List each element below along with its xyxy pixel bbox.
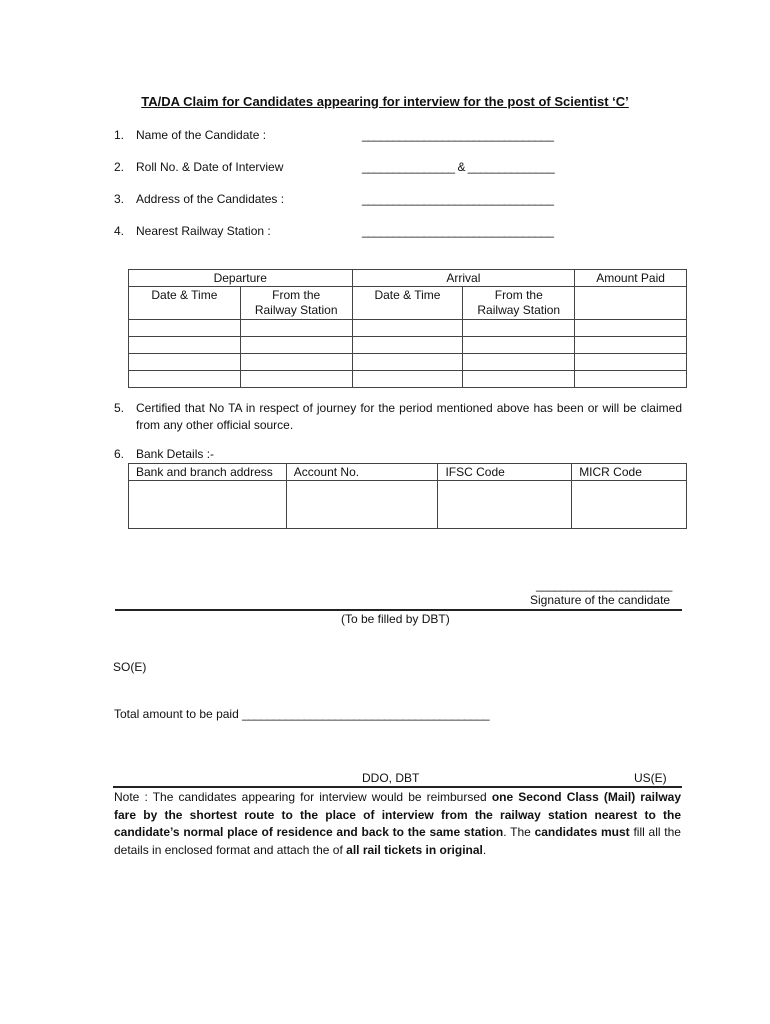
bank-address-cell[interactable]	[129, 481, 287, 529]
dbt-label: (To be filled by DBT)	[341, 612, 450, 626]
item-label: Name of the Candidate :	[136, 128, 267, 142]
micr-cell[interactable]	[572, 481, 687, 529]
item-label: Address of the Candidates :	[136, 192, 285, 206]
bank-address-header: Bank and branch address	[129, 464, 287, 481]
item-bank-details	[114, 447, 214, 461]
table-cell[interactable]	[575, 320, 687, 337]
departure-header: Departure	[129, 270, 353, 287]
account-no-header: Account No.	[286, 464, 438, 481]
ifsc-cell[interactable]	[438, 481, 572, 529]
item-railway-station	[114, 224, 271, 238]
table-cell[interactable]	[129, 337, 241, 354]
item-label: Nearest Railway Station :	[136, 224, 271, 238]
arrival-header: Arrival	[352, 270, 575, 287]
table-cell[interactable]	[240, 320, 352, 337]
table-row	[129, 354, 687, 371]
item-number: 3.	[114, 192, 125, 206]
item-address	[114, 192, 284, 206]
arrival-date-time-header: Date & Time	[352, 287, 463, 320]
item-number: 2.	[114, 160, 125, 174]
amount-paid-header: Amount Paid	[575, 270, 687, 287]
divider	[115, 609, 682, 611]
bank-details-table	[128, 463, 687, 529]
account-no-cell[interactable]	[286, 481, 438, 529]
total-amount-field[interactable]: ________________________________________	[242, 707, 490, 721]
table-cell[interactable]	[352, 371, 463, 388]
table-cell[interactable]	[352, 320, 463, 337]
table-cell[interactable]	[463, 337, 575, 354]
divider	[113, 786, 682, 788]
micr-header: MICR Code	[572, 464, 687, 481]
item-number: 1.	[114, 128, 125, 142]
table-cell[interactable]	[352, 337, 463, 354]
roll-no-date-field[interactable]: _______________ & ______________	[362, 160, 555, 174]
table-cell[interactable]	[240, 371, 352, 388]
item-roll-no	[114, 160, 283, 174]
journey-table	[128, 269, 687, 388]
table-cell[interactable]	[463, 371, 575, 388]
ddo-label: DDO, DBT	[362, 771, 420, 785]
table-cell[interactable]	[240, 354, 352, 371]
table-cell[interactable]	[575, 337, 687, 354]
item-label: Roll No. & Date of Interview	[136, 160, 284, 174]
table-row	[129, 371, 687, 388]
table-cell[interactable]	[129, 354, 241, 371]
certification-text: Certified that No TA in respect of journey for the period mentioned above has been or will be claimed from any other official source.	[136, 401, 682, 432]
ifsc-header: IFSC Code	[438, 464, 572, 481]
item-number: 6.	[114, 447, 125, 461]
signature-label: Signature of the candidate	[530, 593, 671, 607]
signature-line[interactable]: ______________________	[536, 578, 672, 592]
so-label: SO(E)	[113, 660, 147, 674]
departure-date-time-header: Date & Time	[129, 287, 241, 320]
item-candidate-name	[114, 128, 266, 142]
candidate-name-field[interactable]: _______________________________	[362, 128, 554, 142]
amount-paid-subheader	[575, 287, 687, 320]
form-title: TA/DA Claim for Candidates appearing for interview for the post of Scientist ‘C’	[141, 94, 629, 109]
total-amount-row	[114, 707, 489, 721]
item-number: 5.	[114, 401, 125, 415]
departure-station-header: From the Railway Station	[240, 287, 352, 320]
arrival-station-header: From the Railway Station	[463, 287, 575, 320]
table-row	[129, 320, 687, 337]
table-cell[interactable]	[352, 354, 463, 371]
total-amount-label: Total amount to be paid	[114, 707, 239, 721]
note-paragraph: Note : The candidates appearing for interview would be reimbursed one Second Class (Mail) railway fare by the shortest route to the place of interview from the railway station nearest to the candidate’s normal place of residence and back to the same station. The candidates must fill all the details in enclosed format and attach the of all rail tickets in original.	[114, 790, 681, 857]
table-cell[interactable]	[240, 337, 352, 354]
table-cell[interactable]	[575, 371, 687, 388]
item-label: Bank Details :-	[136, 447, 215, 461]
table-row	[129, 481, 687, 529]
railway-station-field[interactable]: _______________________________	[362, 224, 554, 238]
us-label: US(E)	[634, 771, 667, 785]
table-cell[interactable]	[463, 354, 575, 371]
table-cell[interactable]	[129, 371, 241, 388]
table-cell[interactable]	[129, 320, 241, 337]
table-cell[interactable]	[575, 354, 687, 371]
table-cell[interactable]	[463, 320, 575, 337]
table-row	[129, 337, 687, 354]
certification-paragraph	[114, 400, 682, 434]
address-field[interactable]: _______________________________	[362, 192, 554, 206]
item-number: 4.	[114, 224, 125, 238]
